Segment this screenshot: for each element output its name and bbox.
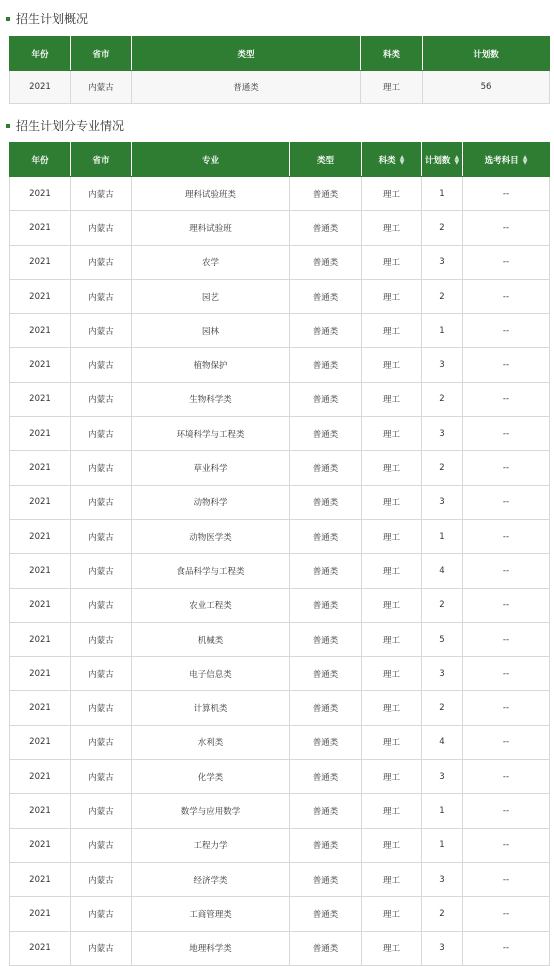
cell-plan-count: 1 [422, 794, 463, 828]
detail-header-plan-count[interactable]: 计划数 ▲ ▼ [422, 143, 463, 177]
cell-province: 内蒙古 [71, 657, 132, 691]
summary-province: 内蒙古 [71, 71, 132, 104]
cell-subject: 理工 [362, 177, 422, 211]
cell-elective: -- [463, 760, 550, 794]
table-row [10, 348, 550, 382]
cell-elective: -- [463, 314, 550, 348]
cell-plan-count: 3 [422, 348, 463, 382]
cell-subject: 理工 [362, 451, 422, 485]
cell-plan-count: 2 [422, 211, 463, 245]
cell-province: 内蒙古 [71, 177, 132, 211]
detail-header-subject[interactable]: 科类 ▲ ▼ [362, 143, 422, 177]
table-row [10, 794, 550, 828]
sort-icon[interactable]: ▲ ▼ [522, 154, 528, 166]
cell-type: 普通类 [290, 931, 362, 965]
cell-province: 内蒙古 [71, 485, 132, 519]
cell-type: 普通类 [290, 725, 362, 759]
cell-type: 普通类 [290, 348, 362, 382]
cell-year: 2021 [10, 485, 71, 519]
cell-elective: -- [463, 451, 550, 485]
cell-subject: 理工 [362, 794, 422, 828]
cell-province: 内蒙古 [71, 862, 132, 896]
detail-table-body [10, 177, 550, 966]
cell-province: 内蒙古 [71, 588, 132, 622]
detail-table [9, 142, 550, 966]
cell-elective: -- [463, 279, 550, 313]
cell-year: 2021 [10, 417, 71, 451]
cell-elective: -- [463, 382, 550, 416]
cell-plan-count: 3 [422, 760, 463, 794]
cell-type: 普通类 [290, 279, 362, 313]
cell-type: 普通类 [290, 588, 362, 622]
table-row [10, 931, 550, 965]
cell-year: 2021 [10, 931, 71, 965]
cell-major: 电子信息类 [132, 657, 290, 691]
cell-major: 工程力学 [132, 828, 290, 862]
cell-major: 动物医学类 [132, 519, 290, 553]
cell-subject: 理工 [362, 519, 422, 553]
summary-title-text: 招生计划概况 [16, 12, 89, 26]
cell-year: 2021 [10, 314, 71, 348]
table-row [10, 314, 550, 348]
cell-elective: -- [463, 554, 550, 588]
cell-year: 2021 [10, 211, 71, 245]
cell-subject: 理工 [362, 862, 422, 896]
cell-major: 经济学类 [132, 862, 290, 896]
cell-year: 2021 [10, 588, 71, 622]
cell-subject: 理工 [362, 211, 422, 245]
table-row [10, 519, 550, 553]
cell-plan-count: 3 [422, 485, 463, 519]
cell-year: 2021 [10, 554, 71, 588]
cell-year: 2021 [10, 725, 71, 759]
summary-header-plan-count: 计划数 [423, 37, 550, 71]
cell-major: 生物科学类 [132, 382, 290, 416]
table-row [10, 862, 550, 896]
table-row [10, 828, 550, 862]
cell-plan-count: 2 [422, 279, 463, 313]
cell-type: 普通类 [290, 451, 362, 485]
cell-plan-count: 2 [422, 451, 463, 485]
cell-province: 内蒙古 [71, 519, 132, 553]
cell-elective: -- [463, 931, 550, 965]
cell-elective: -- [463, 588, 550, 622]
cell-subject: 理工 [362, 691, 422, 725]
cell-major: 水利类 [132, 725, 290, 759]
table-row [10, 451, 550, 485]
cell-province: 内蒙古 [71, 622, 132, 656]
cell-subject: 理工 [362, 314, 422, 348]
cell-year: 2021 [10, 794, 71, 828]
cell-plan-count: 3 [422, 245, 463, 279]
cell-province: 内蒙古 [71, 794, 132, 828]
sort-icon[interactable]: ▲ ▼ [454, 154, 460, 166]
cell-province: 内蒙古 [71, 760, 132, 794]
cell-type: 普通类 [290, 760, 362, 794]
cell-plan-count: 3 [422, 931, 463, 965]
table-row [10, 760, 550, 794]
cell-type: 普通类 [290, 622, 362, 656]
cell-major: 环境科学与工程类 [132, 417, 290, 451]
cell-type: 普通类 [290, 828, 362, 862]
section-marker-icon [6, 17, 10, 21]
cell-elective: -- [463, 211, 550, 245]
cell-elective: -- [463, 691, 550, 725]
cell-subject: 理工 [362, 657, 422, 691]
cell-major: 农学 [132, 245, 290, 279]
table-row [10, 588, 550, 622]
cell-type: 普通类 [290, 862, 362, 896]
table-row [10, 485, 550, 519]
cell-plan-count: 1 [422, 519, 463, 553]
detail-header-row [10, 143, 550, 177]
table-row [10, 691, 550, 725]
cell-plan-count: 1 [422, 314, 463, 348]
cell-major: 食品科学与工程类 [132, 554, 290, 588]
cell-elective: -- [463, 622, 550, 656]
cell-major: 园林 [132, 314, 290, 348]
table-row [10, 725, 550, 759]
detail-header-type: 类型 [290, 143, 362, 177]
cell-province: 内蒙古 [71, 211, 132, 245]
cell-major: 理科试验班类 [132, 177, 290, 211]
cell-plan-count: 5 [422, 622, 463, 656]
cell-plan-count: 4 [422, 725, 463, 759]
cell-type: 普通类 [290, 554, 362, 588]
cell-elective: -- [463, 794, 550, 828]
cell-major: 动物科学 [132, 485, 290, 519]
cell-subject: 理工 [362, 897, 422, 931]
cell-plan-count: 4 [422, 554, 463, 588]
cell-major: 工商管理类 [132, 897, 290, 931]
table-row [10, 279, 550, 313]
cell-subject: 理工 [362, 760, 422, 794]
section-marker-icon [6, 124, 10, 128]
summary-header-subject: 科类 [361, 37, 423, 71]
summary-header-row [10, 37, 550, 71]
cell-subject: 理工 [362, 588, 422, 622]
table-row [10, 382, 550, 416]
summary-row [10, 71, 550, 104]
cell-type: 普通类 [290, 417, 362, 451]
cell-elective: -- [463, 417, 550, 451]
table-row [10, 622, 550, 656]
summary-section-title [6, 10, 88, 27]
cell-province: 内蒙古 [71, 314, 132, 348]
cell-elective: -- [463, 177, 550, 211]
cell-year: 2021 [10, 519, 71, 553]
cell-plan-count: 2 [422, 897, 463, 931]
cell-subject: 理工 [362, 931, 422, 965]
cell-province: 内蒙古 [71, 382, 132, 416]
cell-year: 2021 [10, 348, 71, 382]
cell-type: 普通类 [290, 519, 362, 553]
cell-year: 2021 [10, 897, 71, 931]
cell-province: 内蒙古 [71, 348, 132, 382]
table-row [10, 417, 550, 451]
cell-subject: 理工 [362, 245, 422, 279]
cell-type: 普通类 [290, 314, 362, 348]
cell-elective: -- [463, 485, 550, 519]
cell-subject: 理工 [362, 279, 422, 313]
cell-type: 普通类 [290, 245, 362, 279]
detail-header-year: 年份 [10, 143, 71, 177]
summary-subject: 理工 [361, 71, 423, 104]
cell-major: 草业科学 [132, 451, 290, 485]
cell-subject: 理工 [362, 622, 422, 656]
cell-type: 普通类 [290, 657, 362, 691]
table-row [10, 177, 550, 211]
cell-subject: 理工 [362, 554, 422, 588]
cell-major: 化学类 [132, 760, 290, 794]
cell-province: 内蒙古 [71, 245, 132, 279]
summary-header-type: 类型 [132, 37, 361, 71]
cell-major: 计算机类 [132, 691, 290, 725]
cell-year: 2021 [10, 760, 71, 794]
cell-year: 2021 [10, 828, 71, 862]
cell-elective: -- [463, 862, 550, 896]
cell-year: 2021 [10, 451, 71, 485]
cell-type: 普通类 [290, 691, 362, 725]
cell-elective: -- [463, 519, 550, 553]
cell-year: 2021 [10, 279, 71, 313]
table-row [10, 245, 550, 279]
table-row [10, 657, 550, 691]
cell-elective: -- [463, 245, 550, 279]
cell-plan-count: 2 [422, 588, 463, 622]
cell-plan-count: 3 [422, 657, 463, 691]
summary-table [9, 36, 550, 104]
cell-elective: -- [463, 828, 550, 862]
cell-province: 内蒙古 [71, 554, 132, 588]
cell-major: 理科试验班 [132, 211, 290, 245]
cell-subject: 理工 [362, 485, 422, 519]
cell-province: 内蒙古 [71, 691, 132, 725]
cell-major: 植物保护 [132, 348, 290, 382]
cell-type: 普通类 [290, 211, 362, 245]
cell-year: 2021 [10, 622, 71, 656]
cell-elective: -- [463, 348, 550, 382]
cell-type: 普通类 [290, 382, 362, 416]
cell-type: 普通类 [290, 485, 362, 519]
cell-province: 内蒙古 [71, 279, 132, 313]
cell-province: 内蒙古 [71, 725, 132, 759]
cell-type: 普通类 [290, 794, 362, 828]
detail-header-province: 省市 [71, 143, 132, 177]
summary-type: 普通类 [132, 71, 361, 104]
cell-province: 内蒙古 [71, 897, 132, 931]
cell-year: 2021 [10, 691, 71, 725]
summary-plan-count: 56 [423, 71, 550, 104]
cell-major: 数学与应用数学 [132, 794, 290, 828]
detail-title-text: 招生计划分专业情况 [16, 119, 125, 133]
cell-major: 园艺 [132, 279, 290, 313]
summary-header-province: 省市 [71, 37, 132, 71]
cell-major: 地理科学类 [132, 931, 290, 965]
cell-province: 内蒙古 [71, 931, 132, 965]
sort-icon[interactable]: ▲ ▼ [399, 154, 405, 166]
cell-plan-count: 1 [422, 828, 463, 862]
cell-major: 农业工程类 [132, 588, 290, 622]
table-row [10, 211, 550, 245]
cell-plan-count: 3 [422, 862, 463, 896]
cell-subject: 理工 [362, 417, 422, 451]
summary-year: 2021 [10, 71, 71, 104]
summary-header-year: 年份 [10, 37, 71, 71]
cell-year: 2021 [10, 245, 71, 279]
cell-province: 内蒙古 [71, 828, 132, 862]
cell-subject: 理工 [362, 382, 422, 416]
cell-subject: 理工 [362, 725, 422, 759]
cell-plan-count: 2 [422, 691, 463, 725]
cell-plan-count: 3 [422, 417, 463, 451]
cell-year: 2021 [10, 657, 71, 691]
cell-type: 普通类 [290, 177, 362, 211]
cell-year: 2021 [10, 382, 71, 416]
cell-type: 普通类 [290, 897, 362, 931]
cell-major: 机械类 [132, 622, 290, 656]
cell-plan-count: 2 [422, 382, 463, 416]
cell-elective: -- [463, 657, 550, 691]
cell-elective: -- [463, 725, 550, 759]
cell-province: 内蒙古 [71, 417, 132, 451]
cell-year: 2021 [10, 177, 71, 211]
cell-year: 2021 [10, 862, 71, 896]
cell-elective: -- [463, 897, 550, 931]
cell-subject: 理工 [362, 348, 422, 382]
cell-plan-count: 1 [422, 177, 463, 211]
detail-section-title [6, 117, 124, 134]
cell-province: 内蒙古 [71, 451, 132, 485]
detail-header-major: 专业 [132, 143, 290, 177]
detail-header-elective[interactable]: 选考科目 ▲ ▼ [463, 143, 550, 177]
table-row [10, 554, 550, 588]
cell-subject: 理工 [362, 828, 422, 862]
